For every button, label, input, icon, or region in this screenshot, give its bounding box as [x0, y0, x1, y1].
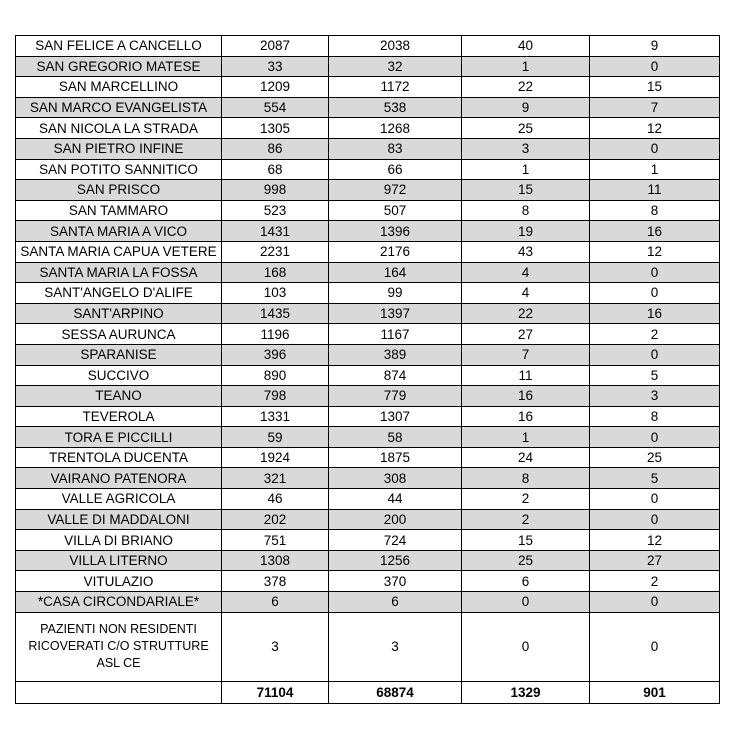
value-cell-2: 32	[329, 56, 462, 77]
value-cell-3: 25	[462, 118, 590, 139]
totals-row	[16, 681, 720, 703]
value-cell-1: 1308	[222, 550, 329, 571]
value-cell-1: 998	[222, 180, 329, 201]
value-cell-1: 1431	[222, 221, 329, 242]
municipality-cell: VILLA DI BRIANO	[16, 530, 222, 551]
value-cell-1: 46	[222, 489, 329, 510]
value-cell-1: 1305	[222, 118, 329, 139]
value-cell-3: 7	[462, 344, 590, 365]
total-cell: 71104	[222, 681, 329, 703]
value-cell-2: 6	[329, 592, 462, 613]
value-cell-4: 0	[590, 56, 720, 77]
value-cell-2: 370	[329, 571, 462, 592]
value-cell-2: 2176	[329, 241, 462, 262]
table-body	[16, 36, 720, 704]
municipality-cell: TORA E PICCILLI	[16, 427, 222, 448]
value-cell-4: 0	[590, 592, 720, 613]
value-cell-4: 11	[590, 180, 720, 201]
table-row	[16, 571, 720, 592]
value-cell-1: 554	[222, 97, 329, 118]
value-cell-1: 33	[222, 56, 329, 77]
table-row	[16, 550, 720, 571]
value-cell-2: 99	[329, 283, 462, 304]
value-cell-2: 1307	[329, 406, 462, 427]
value-cell-3: 19	[462, 221, 590, 242]
value-cell-2: 308	[329, 468, 462, 489]
value-cell-1: 86	[222, 138, 329, 159]
value-cell-3: 1	[462, 56, 590, 77]
value-cell-2: 2038	[329, 36, 462, 57]
table-row	[16, 200, 720, 221]
municipality-cell: SUCCIVO	[16, 365, 222, 386]
municipality-cell: SAN TAMMARO	[16, 200, 222, 221]
value-cell-1: 321	[222, 468, 329, 489]
value-cell-2: 972	[329, 180, 462, 201]
value-cell-1: 523	[222, 200, 329, 221]
value-cell-1: 2231	[222, 241, 329, 262]
value-cell-3: 6	[462, 571, 590, 592]
value-cell-4: 5	[590, 365, 720, 386]
value-cell-3: 2	[462, 489, 590, 510]
value-cell-2: 58	[329, 427, 462, 448]
table-row	[16, 386, 720, 407]
municipality-cell: SANTA MARIA LA FOSSA	[16, 262, 222, 283]
municipality-cell: SAN MARCO EVANGELISTA	[16, 97, 222, 118]
table-row	[16, 159, 720, 180]
value-cell-3: 3	[462, 138, 590, 159]
value-cell-4: 2	[590, 324, 720, 345]
value-cell-2: 507	[329, 200, 462, 221]
value-cell-3: 1	[462, 427, 590, 448]
value-cell-1: 1924	[222, 447, 329, 468]
value-cell-4: 12	[590, 530, 720, 551]
value-cell-3: 40	[462, 36, 590, 57]
municipality-cell: SAN FELICE A CANCELLO	[16, 36, 222, 57]
table-row	[16, 36, 720, 57]
value-cell-2: 1396	[329, 221, 462, 242]
value-cell-1: 2087	[222, 36, 329, 57]
value-cell-1: 378	[222, 571, 329, 592]
value-cell-4: 15	[590, 77, 720, 98]
value-cell-1: 103	[222, 283, 329, 304]
table-row	[16, 303, 720, 324]
table-row	[16, 180, 720, 201]
value-cell-4: 7	[590, 97, 720, 118]
value-cell-3: 15	[462, 530, 590, 551]
municipality-cell: SAN NICOLA LA STRADA	[16, 118, 222, 139]
value-cell-3: 8	[462, 200, 590, 221]
value-cell-1: 1331	[222, 406, 329, 427]
municipality-cell: SANT'ANGELO D'ALIFE	[16, 283, 222, 304]
municipality-cell: SANTA MARIA CAPUA VETERE	[16, 241, 222, 262]
value-cell-1: 6	[222, 592, 329, 613]
municipality-cell: VALLE DI MADDALONI	[16, 509, 222, 530]
table-row	[16, 97, 720, 118]
value-cell-4: 0	[590, 344, 720, 365]
value-cell-4: 0	[590, 427, 720, 448]
municipality-cell: SAN PRISCO	[16, 180, 222, 201]
value-cell-1: 396	[222, 344, 329, 365]
table-row	[16, 530, 720, 551]
municipality-cell: SANTA MARIA A VICO	[16, 221, 222, 242]
municipality-cell: PAZIENTI NON RESIDENTI RICOVERATI C/O STRUTTURE ASL CE	[16, 612, 222, 681]
value-cell-3: 22	[462, 303, 590, 324]
municipality-cell: SANT'ARPINO	[16, 303, 222, 324]
value-cell-4: 25	[590, 447, 720, 468]
value-cell-2: 1397	[329, 303, 462, 324]
value-cell-2: 83	[329, 138, 462, 159]
value-cell-1: 59	[222, 427, 329, 448]
value-cell-1: 3	[222, 612, 329, 681]
value-cell-4: 8	[590, 406, 720, 427]
value-cell-3: 25	[462, 550, 590, 571]
table-row	[16, 262, 720, 283]
value-cell-2: 724	[329, 530, 462, 551]
value-cell-2: 1268	[329, 118, 462, 139]
value-cell-2: 1256	[329, 550, 462, 571]
value-cell-3: 15	[462, 180, 590, 201]
totals-label-cell	[16, 681, 222, 703]
value-cell-3: 22	[462, 77, 590, 98]
value-cell-3: 2	[462, 509, 590, 530]
table-row	[16, 509, 720, 530]
value-cell-3: 4	[462, 283, 590, 304]
value-cell-4: 0	[590, 138, 720, 159]
value-cell-4: 1	[590, 159, 720, 180]
municipality-cell: SAN GREGORIO MATESE	[16, 56, 222, 77]
municipality-cell: TEVEROLA	[16, 406, 222, 427]
value-cell-1: 751	[222, 530, 329, 551]
municipality-cell: TRENTOLA DUCENTA	[16, 447, 222, 468]
value-cell-3: 27	[462, 324, 590, 345]
municipality-cell: VITULAZIO	[16, 571, 222, 592]
value-cell-4: 0	[590, 612, 720, 681]
value-cell-1: 68	[222, 159, 329, 180]
table-row	[16, 468, 720, 489]
table-row	[16, 77, 720, 98]
table-row	[16, 324, 720, 345]
value-cell-1: 1435	[222, 303, 329, 324]
municipality-cell: VAIRANO PATENORA	[16, 468, 222, 489]
value-cell-4: 5	[590, 468, 720, 489]
value-cell-4: 0	[590, 509, 720, 530]
value-cell-2: 779	[329, 386, 462, 407]
value-cell-3: 16	[462, 406, 590, 427]
value-cell-3: 0	[462, 592, 590, 613]
table-row	[16, 56, 720, 77]
value-cell-1: 798	[222, 386, 329, 407]
value-cell-4: 27	[590, 550, 720, 571]
value-cell-2: 44	[329, 489, 462, 510]
table-row	[16, 406, 720, 427]
value-cell-2: 389	[329, 344, 462, 365]
municipality-cell: SAN PIETRO INFINE	[16, 138, 222, 159]
value-cell-1: 202	[222, 509, 329, 530]
table-row	[16, 612, 720, 681]
value-cell-3: 8	[462, 468, 590, 489]
value-cell-4: 16	[590, 303, 720, 324]
value-cell-3: 43	[462, 241, 590, 262]
value-cell-2: 1172	[329, 77, 462, 98]
total-cell: 1329	[462, 681, 590, 703]
value-cell-3: 24	[462, 447, 590, 468]
value-cell-4: 0	[590, 489, 720, 510]
table-row	[16, 118, 720, 139]
table-row	[16, 138, 720, 159]
table-row	[16, 427, 720, 448]
value-cell-4: 3	[590, 386, 720, 407]
total-cell: 901	[590, 681, 720, 703]
table-row	[16, 241, 720, 262]
value-cell-4: 12	[590, 241, 720, 262]
table-row	[16, 447, 720, 468]
value-cell-2: 1167	[329, 324, 462, 345]
municipality-cell: SAN MARCELLINO	[16, 77, 222, 98]
value-cell-4: 8	[590, 200, 720, 221]
value-cell-2: 200	[329, 509, 462, 530]
value-cell-3: 0	[462, 612, 590, 681]
municipality-cell: *CASA CIRCONDARIALE*	[16, 592, 222, 613]
table-row	[16, 489, 720, 510]
value-cell-2: 164	[329, 262, 462, 283]
value-cell-4: 16	[590, 221, 720, 242]
data-table	[15, 35, 720, 704]
value-cell-1: 1209	[222, 77, 329, 98]
value-cell-1: 168	[222, 262, 329, 283]
municipality-cell: VILLA LITERNO	[16, 550, 222, 571]
value-cell-3: 1	[462, 159, 590, 180]
municipality-cell: SPARANISE	[16, 344, 222, 365]
value-cell-2: 66	[329, 159, 462, 180]
municipality-cell: VALLE AGRICOLA	[16, 489, 222, 510]
value-cell-1: 1196	[222, 324, 329, 345]
value-cell-1: 890	[222, 365, 329, 386]
value-cell-2: 874	[329, 365, 462, 386]
table-row	[16, 365, 720, 386]
value-cell-2: 1875	[329, 447, 462, 468]
value-cell-3: 9	[462, 97, 590, 118]
value-cell-4: 2	[590, 571, 720, 592]
municipality-cell: TEANO	[16, 386, 222, 407]
value-cell-3: 4	[462, 262, 590, 283]
value-cell-4: 0	[590, 262, 720, 283]
table-row	[16, 221, 720, 242]
table-row	[16, 592, 720, 613]
value-cell-3: 11	[462, 365, 590, 386]
value-cell-4: 9	[590, 36, 720, 57]
municipality-cell: SAN POTITO SANNITICO	[16, 159, 222, 180]
value-cell-4: 12	[590, 118, 720, 139]
table-row	[16, 283, 720, 304]
value-cell-2: 3	[329, 612, 462, 681]
table-row	[16, 344, 720, 365]
value-cell-3: 16	[462, 386, 590, 407]
total-cell: 68874	[329, 681, 462, 703]
value-cell-4: 0	[590, 283, 720, 304]
municipality-cell: SESSA AURUNCA	[16, 324, 222, 345]
value-cell-2: 538	[329, 97, 462, 118]
